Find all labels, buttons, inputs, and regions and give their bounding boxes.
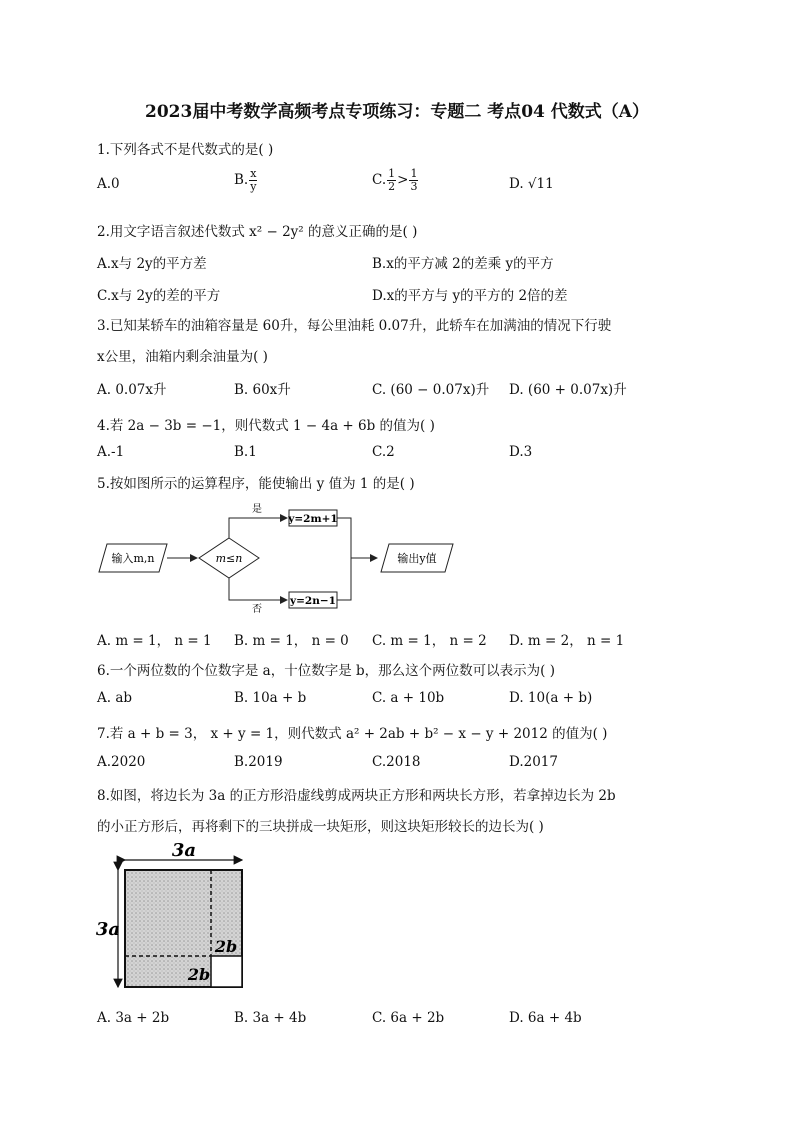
- question-3-line1: 3.已知某轿车的油箱容量是 60升，每公里油耗 0.07升，此轿车在加满油的情况下行驶: [97, 318, 612, 334]
- q1-option-d: D. √11: [509, 176, 554, 192]
- square-figure: [95, 840, 255, 995]
- flow-cond-label: m≤n: [215, 552, 243, 565]
- q4-option-a: A.-1: [97, 444, 125, 460]
- q8-option-d: D. 6a + 4b: [509, 1010, 582, 1026]
- flow-no-label: 否: [252, 604, 262, 615]
- q2-option-d: D.x的平方与 y的平方的 2倍的差: [372, 288, 568, 304]
- q1-option-c: C. $\frac{1}{2}$ > $\frac{1}{3}$: [372, 167, 418, 193]
- fig-left-label: 3a: [95, 919, 121, 940]
- question-6: 6.一个两位数的个位数字是 a，十位数字是 b，那么这个两位数可以表示为( ): [97, 663, 555, 679]
- flow-input-label: 输入m,n: [111, 552, 155, 565]
- q8-option-b: B. 3a + 4b: [234, 1010, 307, 1026]
- q4-option-c: C.2: [372, 444, 395, 460]
- q2-option-a: A.x与 2y的平方差: [97, 256, 207, 272]
- question-3-line2: x公里，油箱内剩余油量为( ): [97, 349, 268, 365]
- flow-bottom-formula: y=2n−1: [290, 595, 336, 607]
- flow-top-formula: y=2m+1: [288, 513, 338, 525]
- q6-option-d: D. 10(a + b): [509, 690, 593, 706]
- q3-option-b: B. 60x升: [234, 382, 291, 398]
- q5-option-b: B. m = 1， n = 0: [234, 633, 349, 649]
- question-1: 1.下列各式不是代数式的是( ): [97, 142, 274, 158]
- q6-option-c: C. a + 10b: [372, 690, 445, 706]
- fig-bottom-label: 2b: [187, 965, 211, 984]
- q8-option-a: A. 3a + 2b: [97, 1010, 170, 1026]
- page-title: 2023届中考数学高频考点专项练习：专题二 考点04 代数式（A）: [145, 102, 649, 122]
- q3-option-c: C. (60 − 0.07x)升: [372, 382, 490, 398]
- question-4: 4.若 2a − 3b = −1，则代数式 1 − 4a + 6b 的值为( ): [97, 418, 435, 434]
- q7-option-b: B.2019: [234, 754, 283, 770]
- flowchart: [97, 498, 467, 618]
- question-2: 2.用文字语言叙述代数式 x² − 2y² 的意义正确的是( ): [97, 224, 418, 240]
- q6-option-b: B. 10a + b: [234, 690, 307, 706]
- q7-option-a: A.2020: [97, 754, 146, 770]
- q1-option-b: B. $\frac{x}{y}$: [234, 167, 257, 193]
- q8-option-c: C. 6a + 2b: [372, 1010, 445, 1026]
- q5-option-c: C. m = 1， n = 2: [372, 633, 487, 649]
- question-8-line2: 的小正方形后，再将剩下的三块拼成一块矩形，则这块矩形较长的边长为( ): [97, 819, 544, 835]
- q7-option-d: D.2017: [509, 754, 558, 770]
- question-8-line1: 8.如图，将边长为 3a 的正方形沿虚线剪成两块正方形和两块长方形，若拿掉边长为 2b: [97, 788, 616, 804]
- q2-option-b: B.x的平方减 2的差乘 y的平方: [372, 256, 554, 272]
- q7-option-c: C.2018: [372, 754, 421, 770]
- q4-option-b: B.1: [234, 444, 257, 460]
- flow-output-label: 输出y值: [397, 552, 437, 565]
- q2-option-c: C.x与 2y的差的平方: [97, 288, 221, 304]
- question-5: 5.按如图所示的运算程序，能使输出 y 值为 1 的是( ): [97, 476, 415, 492]
- q5-option-d: D. m = 2， n = 1: [509, 633, 625, 649]
- q4-option-d: D.3: [509, 444, 533, 460]
- fig-right-label: 2b: [214, 937, 238, 956]
- q3-option-d: D. (60 + 0.07x)升: [509, 382, 627, 398]
- q6-option-a: A. ab: [97, 690, 133, 706]
- fig-top-label: 3a: [171, 840, 197, 861]
- removed-small-square: [211, 956, 242, 987]
- q3-option-a: A. 0.07x升: [97, 382, 167, 398]
- q5-option-a: A. m = 1， n = 1: [97, 633, 212, 649]
- question-7: 7.若 a + b = 3， x + y = 1，则代数式 a² + 2ab + b² − x − y + 2012 的值为( ): [97, 726, 608, 742]
- q1-option-a: A.0: [97, 176, 120, 192]
- flow-yes-label: 是: [252, 504, 262, 515]
